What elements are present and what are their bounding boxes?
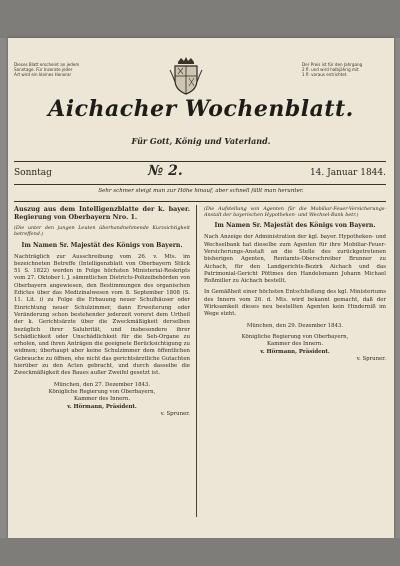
left-place-date: München, den 27. Dezember 1843. [53, 381, 151, 388]
right-body-1: Nach Anzeige der Administration der kgl. bayer. Hypotheken- und Wechselbank hat dieselbe zum Agenten für ihre Mobiliar-Feuer-Versicherungs-Anstalt an die Stelle des zurückgetretenen bisherigen Agenten, Rentamts-Oberschreiber Brunner zu Aichach, für den Landgerichts-Bezirk Aichach und das Patrimonial-Gericht Pöttmes den Handelsmann Johann Michael Roßmiller zu Aichach bestellt. [204, 234, 386, 285]
issue-number: № 2. [148, 163, 183, 179]
right-intro: (Die Aufstellung von Agenten für die Mobiliar-Feuer-Versicherungs-Anstalt der bayerischen Hypotheken- und Wechsel-Bank betr.) [204, 206, 386, 219]
left-signature-2: Kammer des Innern. [73, 396, 131, 403]
newspaper-page [8, 38, 394, 538]
dateline [14, 165, 386, 183]
left-signature-1: Königliche Regierung von Oberbayern, [48, 388, 156, 395]
right-signature-3: v. Hörmann, Präsident. [260, 348, 330, 355]
issue-day: Sonntag [14, 168, 52, 178]
left-authority: Im Namen Sr. Majestät des Königs von Bayern. [21, 241, 183, 249]
left-note: (Die unter den jungen Leuten überhandnehmende Kurzsichtigkeit betreffend.) [14, 225, 190, 238]
left-signature-3: v. Hörmann, Präsident. [67, 403, 137, 410]
scan-margin-top [0, 0, 400, 38]
rule-top [14, 161, 386, 162]
left-secretary: v. Spruner. [160, 410, 190, 417]
scan-margin-bottom [0, 538, 400, 566]
coat-of-arms-icon [168, 56, 204, 96]
newspaper-subtitle: Für Gott, König und Vaterland. [131, 136, 271, 146]
issue-date: 14. Januar 1844. [309, 168, 386, 178]
rule-bottom [14, 201, 386, 202]
right-authority: Im Namen Sr. Majestät des Königs von Bayern. [214, 222, 376, 230]
left-column [14, 206, 190, 418]
right-signature-1: Königliche Regierung von Oberbayern, [241, 333, 349, 340]
right-body-2: In Gemäßheit einer höchsten Entschließung des kgl. Ministeriums des Innern vom 26. d. Mts. wird bekannt gemacht, daß der Wirksamkeit dieses neu bestellten Agenten kein Hinderniß im Wege steht. [204, 289, 386, 318]
right-secretary: v. Spruner. [356, 355, 386, 362]
masthead-right-notice: Der Preis ist für den Jahrgang 2 fl. und wird halbjährig mit 1 fl. voraus entrichtet. [302, 62, 363, 77]
right-place-date: München, den 29. Dezember 1843. [246, 322, 344, 329]
right-column [204, 206, 386, 363]
masthead-left-notice: Dieses Blatt erscheint an jedem Sonntage. Für Inserate jeder Art wird ein kleines Honorar [14, 62, 80, 77]
left-body: Nachträglich zur Ausschreibung vom 26. v. Mts. im bezeichneten Betreffe (Intelligenzblatt von Oberbayern Stück 51 S. 1822) werden in Folge höchsten Ministerial-Reskripts vom 27. Oktober l. J. sämmtlichen Districts-Polizeibehörden von Oberbayern angewiesen, den Bestimmungen des organischen Edictes über das Medizinalwesen vom 8. September 1808 (S. 11. Lit. i) zu Folge die Erbauung neuer Schulhäuser oder Einrichtung neuer Schulzimmer, dann Erweiterung oder Veränderung schon bestehender jederzeit vorerst dem Urtheil der k. Gerichtsärzte über die Zweckmäßigkeit derselben bezüglich ihrer Salubrität, und insbesondere ihrer Schädlichkeit oder Unschädlichkeit für die Seh-Organe zu erholen, und ihren Anträgen die geeignete Berücksichtigung zu widmen; überhaupt aber keine Schulzimmer dem öffentlichen Gebrauche zu öffnen, ehe nicht das gerichtsärztliche Gutachten hierüber zu den Acten gebracht, und durch dasselbe die Zweckmäßigkeit des Baues außer Zweifel gesetzt ist. [14, 253, 190, 377]
column-divider [196, 205, 197, 517]
right-signature-2: Kammer des Innern. [266, 341, 324, 348]
left-heading: Auszug aus dem Intelligenzblatte der k. bayer. Regierung von Oberbayern Nro. 1. [14, 205, 190, 221]
newspaper-title: Aichacher Wochenblatt. [48, 96, 354, 122]
rule-mid [14, 184, 386, 185]
motto: Sehr schmer steigt man zur Höhe hinauf, aber schnell fällt man herunter. [98, 188, 304, 194]
